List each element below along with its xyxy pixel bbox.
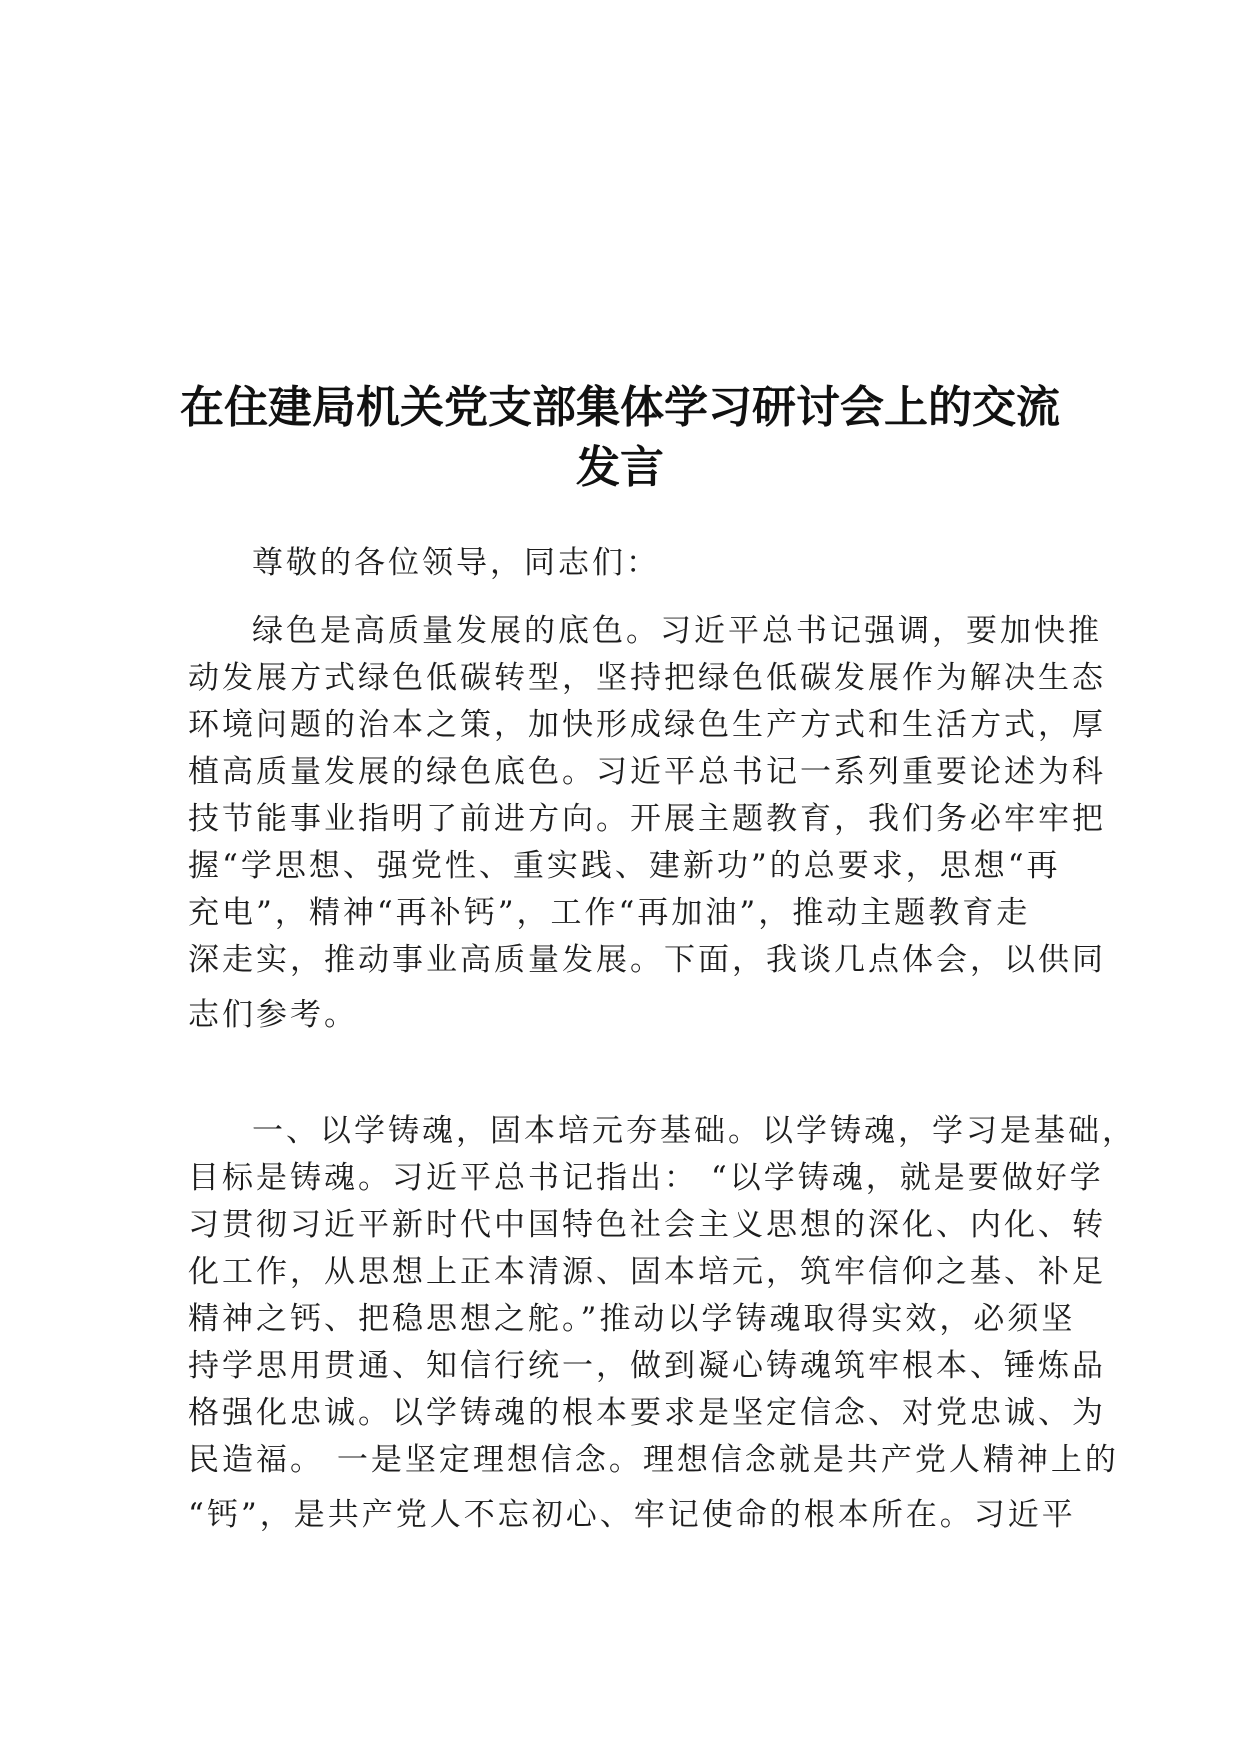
text-line: 深走实，推动事业高质量发展。下面，我谈几点体会，以供同 <box>188 942 1106 978</box>
salutation: 尊敬的各位领导，同志们： <box>252 545 660 581</box>
text-line: 持学思用贯通、知信行统一，做到凝心铸魂筑牢根本、锤炼品 <box>188 1348 1106 1384</box>
text-line: 绿色是高质量发展的底色。习近平总书记强调，要加快推 <box>252 613 1102 649</box>
text-line: 一、以学铸魂，固本培元夯基础。以学铸魂，学习是基础， <box>252 1113 1136 1149</box>
text-line: 精神之钙、把稳思想之舵。”推动以学铸魂取得实效，必须坚 <box>188 1301 1076 1337</box>
text-line: 充电”，精神“再补钙”，工作“再加油”，推动主题教育走 <box>188 895 1031 931</box>
text-line: 环境问题的治本之策，加快形成绿色生产方式和生活方式，厚 <box>188 707 1106 743</box>
text-line: “钙”，是共产党人不忘初心、牢记使命的根本所在。习近平 <box>188 1497 1076 1533</box>
title-line-2: 发言 <box>576 442 664 493</box>
paragraph-section-one <box>188 1108 1136 1539</box>
text-line: 握“学思想、强党性、重实践、建新功”的总要求，思想“再 <box>188 848 1061 884</box>
text-line: 化工作，从思想上正本清源、固本培元，筑牢信仰之基、补足 <box>188 1254 1106 1290</box>
text-line: 目标是铸魂。习近平总书记指出： “以学铸魂，就是要做好学 <box>188 1160 1104 1196</box>
document-title <box>150 378 1090 498</box>
title-line-1: 在住建局机关党支部集体学习研讨会上的交流 <box>180 382 1060 433</box>
text-line: 技节能事业指明了前进方向。开展主题教育，我们务必牢牢把 <box>188 801 1106 837</box>
text-line: 习贯彻习近平新时代中国特色社会主义思想的深化、内化、转 <box>188 1207 1106 1243</box>
text-line: 志们参考。 <box>188 997 358 1033</box>
paragraph-intro <box>188 608 1106 1039</box>
text-line: 动发展方式绿色低碳转型，坚持把绿色低碳发展作为解决生态 <box>188 660 1106 696</box>
text-line: 格强化忠诚。以学铸魂的根本要求是坚定信念、对党忠诚、为 <box>188 1395 1106 1431</box>
text-line: 植高质量发展的绿色底色。习近平总书记一系列重要论述为科 <box>188 754 1106 790</box>
text-line: 民造福。 一是坚定理想信念。理想信念就是共产党人精神上的 <box>188 1442 1119 1478</box>
